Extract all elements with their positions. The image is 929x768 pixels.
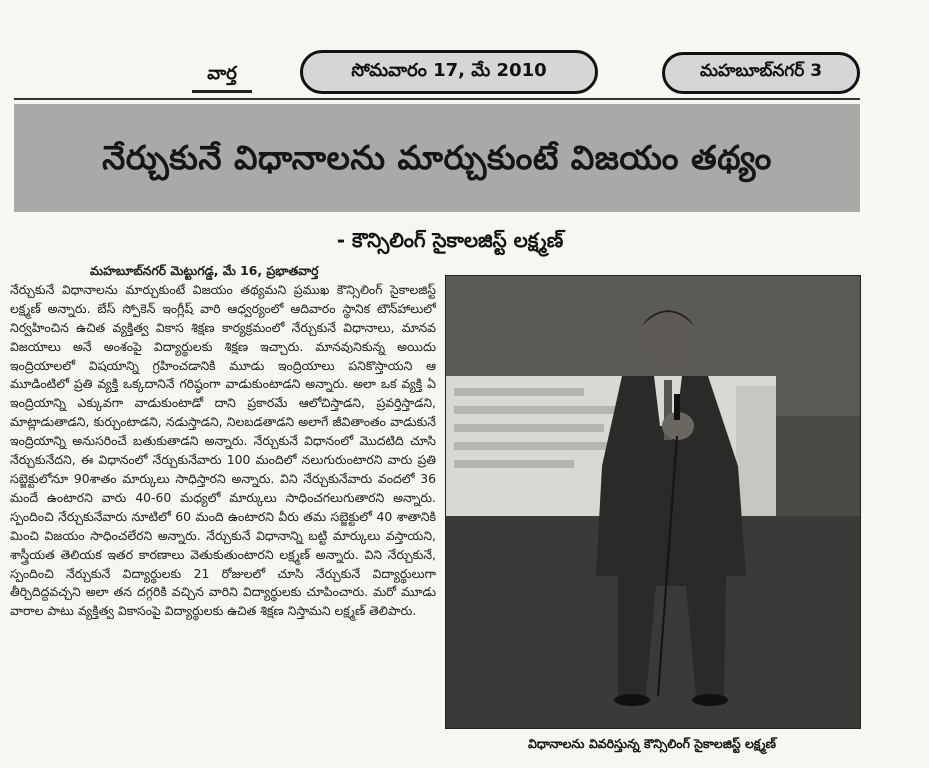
speaker-photo <box>445 275 861 729</box>
article-dateline: మహబూబ్‌నగర్ మెట్టుగడ్డ, మే 16, ప్రభాతవార్త <box>90 263 319 278</box>
headline: నేర్చుకునే విధానాలను మార్చుకుంటే విజయం తథ్యం <box>102 138 772 178</box>
byline: - కౌన్సిలింగ్ సైకాలజిస్ట్ లక్ష్మణ్ <box>336 228 564 252</box>
article-text: నేర్చుకునే విధానాలను మార్చుకుంటే విజయం తథ్యమని ప్రముఖ కౌన్సిలింగ్ సైకాలజిస్ట్ లక్ష్మణ్ అన్నారు. బేస్ స్పోకెన్ ఇంగ్లీష్ వారి ఆధ్వర్యంలో ఆదివారం స్థానిక టౌన్‌హాలులో నిర్వహించిన ఉచిత వ్యక్తిత్వ వికాస శిక్షణ కార్యక్రమంలో నేర్చుకునే విధానాలు, మానవ విజయాలు అనే అంశంపై విద్యార్థులకు శిక్షణ ఇచ్చారు. మానవునికున్న అయిదు ఇంద్రియాలలో విషయాన్ని గ్రహించడానికి మూడు ఇంద్రియాలు పనికొస్తాయని ఆ మూడింటిలో ప్రతి వ్యక్తి ఒక్కదానినే గరిష్ఠంగా వాడుకుంటాడని అన్నారు. అలా ఒక వ్యక్తి ఏ ఇంద్రియాన్ని ఎక్కువగా వాడుకుంటాడో దాని ప్రకారమే ఆలోచిస్తాడని, ప్రవర్తిస్తాడని, మాట్లాడుతాడని, కుర్చుంటాడని, నడుస్తాడని, నిలబడతాడని అలాగే జీవితాంతం వాడుకునే ఇంద్రియాన్ని అనుసరించే బతుకుతాడని అన్నారు. నేర్చుకునే విధానంలో మొదటిది చూసి నేర్చుకునేదని, ఈ విధానంలో నేర్చుకునేవారు 100 మందిలో నలుగురుంటారని వారు ప్రతి సబ్జెక్టులోనూ 90శాతం మార్కులు సాధిస్తారని అన్నారు. విని నేర్చుకునేవారు వందలో 36 మందే ఉంటారని వారు 40-60 మధ్యలో మార్కులు సాధించగలుగుతారని అన్నారు. స్పందించి నేర్చుకునేవారు నూటిలో 60 మంది ఉంటారని వీరు తమ సబ్జెక్టులో 40 శాతానికి మించి విజయం సాధించలేరని అన్నారు. నేర్చుకునే విధానాన్ని బట్టి మార్కులు వస్తాయని, శాస్త్రీయత తెలియక ఇతర కారణాలు వెతుకుతుంటారని లక్ష్మణ్ అన్నారు. విని నేర్చుకునే, స్పందించి నేర్చుకునే విద్యార్థులకు 21 రోజులలో చూసి నేర్చుకునే విద్యార్థులుగా తీర్చిదిద్దవచ్చని అలా తన దగ్గరికి వచ్చిన వారిని విద్యార్థులకు చూపించారు. మరో మూడు వారాల పాటు వ్యక్తిత్వ వికాసంపై విద్యార్థులకు ఉచిత శిక్షణ నిస్తామని లక్ష్మణ్ తెలిపారు. <box>10 281 436 619</box>
issue-date: సోమవారం 17, మే 2010 <box>300 50 598 94</box>
photo-caption: విధానాలను వివరిస్తున్న కౌన్సిలింగ్ సైకాలజిస్ట్ లక్ష్మణ్ <box>528 736 776 751</box>
article-body <box>10 262 436 752</box>
masthead-rule <box>14 98 860 100</box>
speaker-photo-image <box>446 276 860 728</box>
headline-band <box>14 104 860 212</box>
page-label: మహబూబ్‌నగర్ 3 <box>662 52 860 94</box>
newspaper-logo: వార్త <box>192 60 252 93</box>
